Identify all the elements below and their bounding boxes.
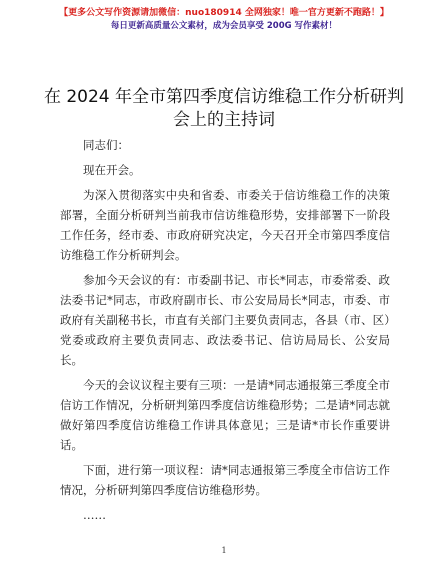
paragraph-agenda: 今天的会议议程主要有三项：一是请*同志通报第三季度全市信访工作情况，分析研判第四季度信访维稳形势；二是请*同志就做好第四季度信访维稳工作讲具体意见；三是请*市长作重要讲话。 [60,378,390,452]
paragraph-purpose: 为深入贯彻落实中央和省委、市委关于信访维稳工作的决策部署，全面分析研判当前我市信访维稳形势，安排部署下一阶段工作任务，经市委、市政府研究决定，今天召开全市第四季度信访维稳工作分析研判会。 [60,188,390,262]
paragraph-ellipsis: …… [83,508,106,522]
promo-banner-line2: 每日更新高质量公文素材，成为会员享受 200G 写作素材！ [110,21,338,31]
paragraph-salutation: 同志们： [83,138,129,152]
document-body [60,135,390,530]
promo-banner [0,6,448,33]
page-number: 1 [221,546,227,555]
paragraph-opening: 现在开会。 [83,163,141,177]
paragraph-attendees: 参加今天会议的有：市委副书记、市长*同志，市委常委、政法委书记*同志，市政府副市长、市公安局局长*同志，市委、市政府有关副秘书长，市直有关部门主要负责同志，各县（市、区）党委或政府主要负责同志、政法委书记、信访局局长、公安局长。 [60,273,390,367]
paragraph-first-item: 下面，进行第一项议程：请*同志通报第三季度全市信访工作情况，分析研判第四季度信访维稳形势。 [60,463,390,497]
document-title: 在 2024 年全市第四季度信访维稳工作分析研判会上的主持词 [43,87,405,130]
promo-banner-line1: 【更多公文写作资源请加微信：nuo180914 全网独家！唯一官方更新不跑路！】 [59,8,389,18]
